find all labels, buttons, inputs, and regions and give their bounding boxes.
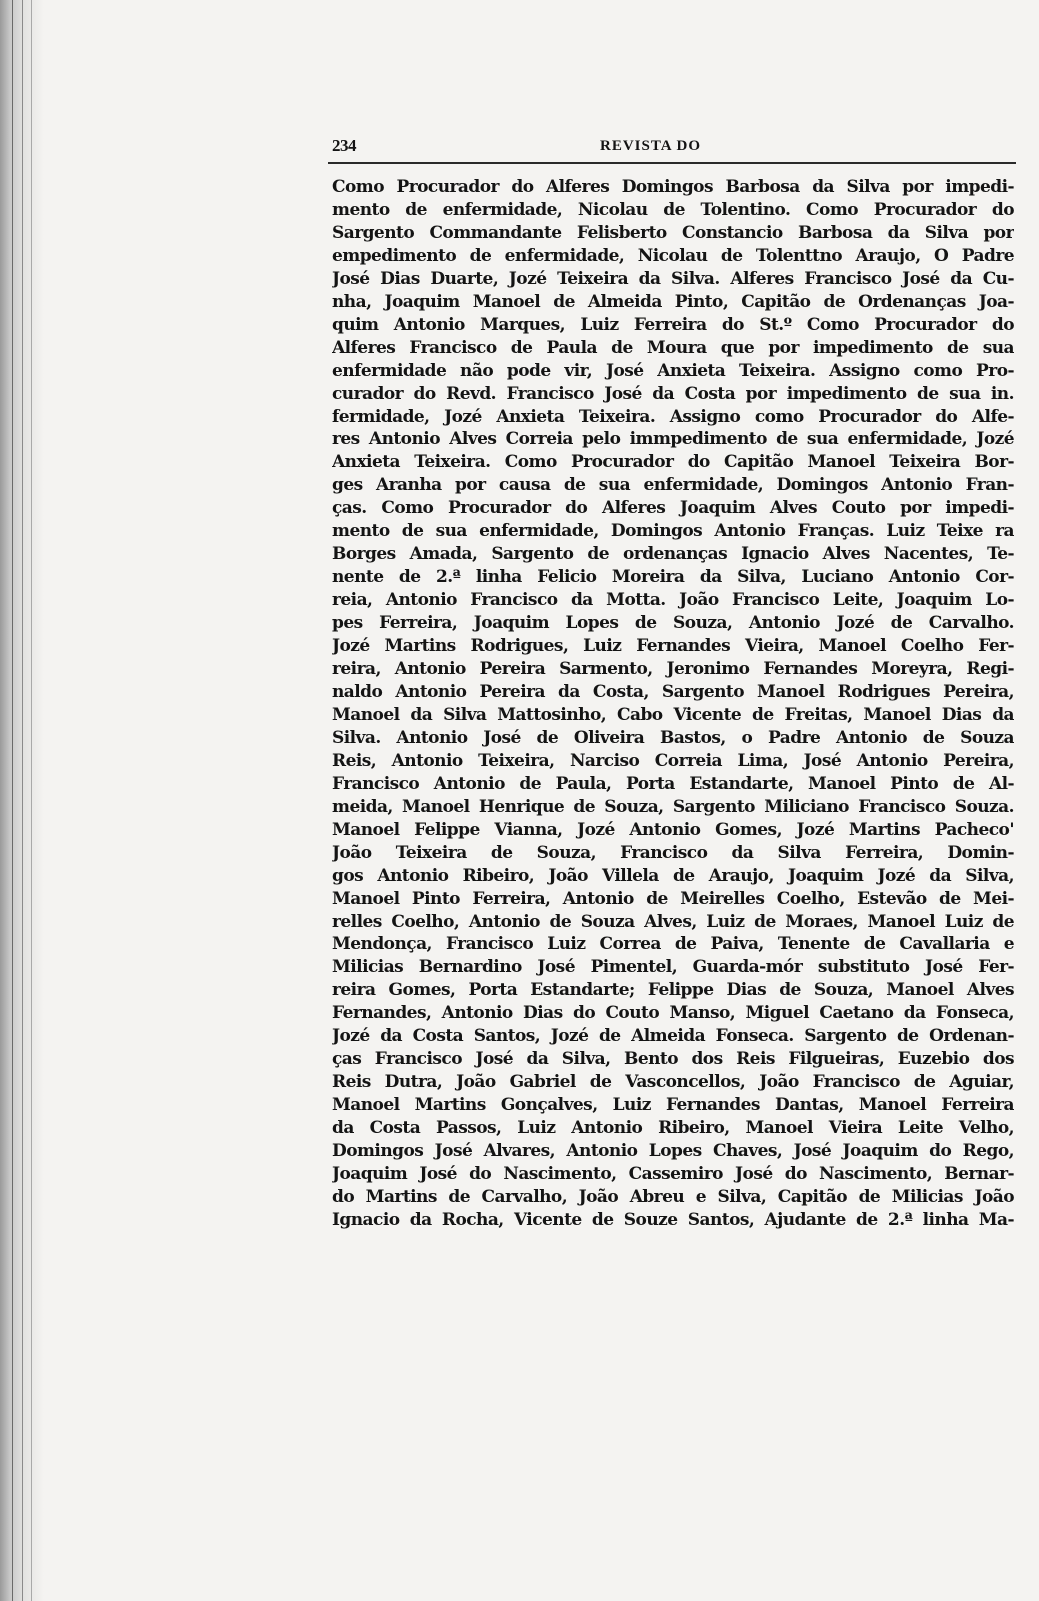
- text-line: Fernandes, Antonio Dias do Couto Manso, Miguel Caetano da Fonseca,: [332, 1003, 1014, 1024]
- text-line: Reis, Antonio Teixeira, Narciso Correia Lima, José Antonio Pereira,: [332, 750, 1014, 771]
- text-line: ças. Como Procurador do Alferes Joaquim Alves Couto por impedi-: [332, 498, 1014, 519]
- text-line: res Antonio Alves Correia pelo immpedimento de sua enfermidade, Jozé: [332, 429, 1014, 450]
- text-line: pes Ferreira, Joaquim Lopes de Souza, Antonio Jozé de Carvalho.: [332, 613, 1014, 634]
- text-line: Domingos José Alvares, Antonio Lopes Chaves, José Joaquim do Rego,: [332, 1141, 1014, 1162]
- text-line: Sargento Commandante Felisberto Constancio Barbosa da Silva por: [332, 222, 1014, 243]
- text-line: da Costa Passos, Luiz Antonio Ribeiro, Manoel Vieira Leite Velho,: [332, 1118, 1014, 1139]
- body-text: [328, 176, 1016, 1232]
- text-line: curador do Revd. Francisco José da Costa por impedimento de sua in.: [332, 383, 1014, 404]
- text-line: Manoel Felippe Vianna, Jozé Antonio Gomes, Jozé Martins Pacheco': [332, 819, 1014, 840]
- text-line: Anxieta Teixeira. Como Procurador do Capitão Manoel Teixeira Bor-: [332, 452, 1014, 473]
- text-line: Jozé Martins Rodrigues, Luiz Fernandes Vieira, Manoel Coelho Fer-: [332, 636, 1014, 657]
- text-line: empedimento de enfermidade, Nicolau de Tolenttno Araujo, O Padre: [332, 245, 1014, 266]
- running-header: [328, 130, 1016, 164]
- scan-binding-line: [12, 0, 13, 1601]
- text-line: Alferes Francisco de Paula de Moura que por impedimento de sua: [332, 337, 1014, 358]
- scan-binding-line: [31, 0, 32, 1601]
- text-line: nha, Joaquim Manoel de Almeida Pinto, Capitão de Ordenanças Joa-: [332, 291, 1014, 312]
- text-line: mento de enfermidade, Nicolau de Tolentino. Como Procurador do: [332, 199, 1014, 220]
- text-line: Milicias Bernardino José Pimentel, Guarda-mór substituto José Fer-: [332, 957, 1014, 978]
- text-line: João Teixeira de Souza, Francisco da Silva Ferreira, Domin-: [332, 842, 1014, 863]
- text-line: mento de sua enfermidade, Domingos Antonio Franças. Luiz Teixe ra: [332, 521, 1014, 542]
- text-line: reira Gomes, Porta Estandarte; Felippe Dias de Souza, Manoel Alves: [332, 980, 1014, 1001]
- document-page: [328, 130, 1016, 1232]
- text-line: Reis Dutra, João Gabriel de Vasconcellos, João Francisco de Aguiar,: [332, 1072, 1014, 1093]
- journal-title: REVISTA DO: [600, 138, 701, 154]
- text-line: reia, Antonio Francisco da Motta. João Francisco Leite, Joaquim Lo-: [332, 590, 1014, 611]
- text-line: gos Antonio Ribeiro, João Villela de Araujo, Joaquim Jozé da Silva,: [332, 865, 1014, 886]
- page-number: 234: [332, 136, 356, 155]
- text-line: Joaquim José do Nascimento, Cassemiro José do Nascimento, Bernar-: [332, 1163, 1014, 1184]
- text-line: reira, Antonio Pereira Sarmento, Jeronimo Fernandes Moreyra, Regi-: [332, 659, 1014, 680]
- text-line: fermidade, Jozé Anxieta Teixeira. Assigno como Procurador do Alfe-: [332, 406, 1014, 427]
- text-line: Jozé da Costa Santos, Jozé de Almeida Fonseca. Sargento de Ordenan-: [332, 1026, 1014, 1047]
- text-line: Francisco Antonio de Paula, Porta Estandarte, Manoel Pinto de Al-: [332, 773, 1014, 794]
- text-line: naldo Antonio Pereira da Costa, Sargento Manoel Rodrigues Pereira,: [332, 681, 1014, 702]
- text-line: ças Francisco José da Silva, Bento dos Reis Filgueiras, Euzebio dos: [332, 1049, 1014, 1070]
- text-line: meida, Manoel Henrique de Souza, Sargento Miliciano Francisco Souza.: [332, 796, 1014, 817]
- text-line: José Dias Duarte, Jozé Teixeira da Silva. Alferes Francisco José da Cu-: [332, 268, 1014, 289]
- text-line: Manoel da Silva Mattosinho, Cabo Vicente de Freitas, Manoel Dias da: [332, 704, 1014, 725]
- text-line: nente de 2.ª linha Felicio Moreira da Silva, Luciano Antonio Cor-: [332, 567, 1014, 588]
- scan-binding-line: [22, 0, 23, 1601]
- text-line: relles Coelho, Antonio de Souza Alves, Luiz de Moraes, Manoel Luiz de: [332, 911, 1014, 932]
- text-line: Ignacio da Rocha, Vicente de Souze Santos, Ajudante de 2.ª linha Ma-: [332, 1209, 1014, 1230]
- text-line: enfermidade não pode vir, José Anxieta Teixeira. Assigno como Pro-: [332, 360, 1014, 381]
- text-line: Mendonça, Francisco Luiz Correa de Paiva, Tenente de Cavallaria e: [332, 934, 1014, 955]
- text-line: ges Aranha por causa de sua enfermidade, Domingos Antonio Fran-: [332, 475, 1014, 496]
- text-line: do Martins de Carvalho, João Abreu e Silva, Capitão de Milicias João: [332, 1186, 1014, 1207]
- text-line: Como Procurador do Alferes Domingos Barbosa da Silva por impedi-: [332, 177, 1014, 197]
- text-line: Manoel Pinto Ferreira, Antonio de Meirelles Coelho, Estevão de Mei-: [332, 888, 1014, 909]
- text-line: Manoel Martins Gonçalves, Luiz Fernandes Dantas, Manoel Ferreira: [332, 1095, 1014, 1116]
- text-line: quim Antonio Marques, Luiz Ferreira do St.º Como Procurador do: [332, 314, 1014, 335]
- text-line: Borges Amada, Sargento de ordenanças Ignacio Alves Nacentes, Te-: [332, 544, 1014, 565]
- text-line: Silva. Antonio José de Oliveira Bastos, o Padre Antonio de Souza: [332, 727, 1014, 748]
